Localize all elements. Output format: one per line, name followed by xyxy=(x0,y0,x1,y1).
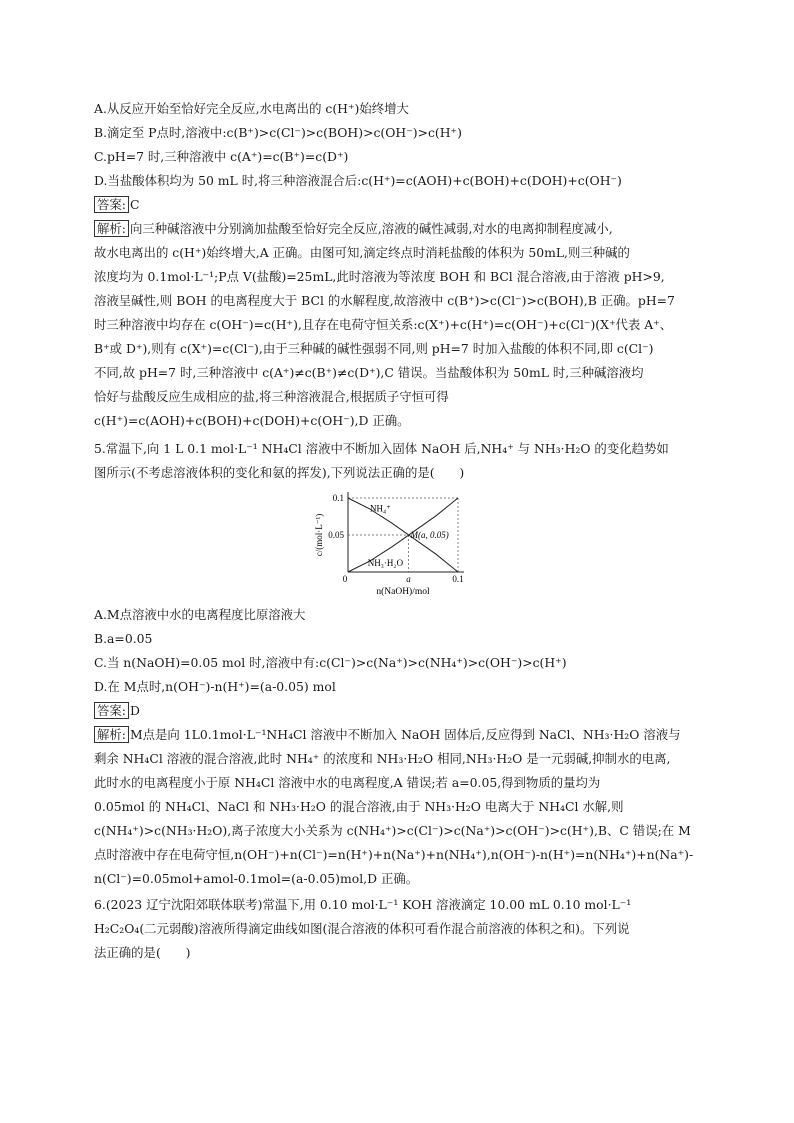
q5-analysis-line-3: 此时水的电离程度小于原 NH₄Cl 溶液中水的电离程度,A 错误;若 a=0.05,得到物质的量均为 xyxy=(94,775,601,790)
q5-analysis-line-4: 0.05mol 的 NH₄Cl、NaCl 和 NH₃·H₂O 的混合溶液,由于 NH₃·H₂O 电离大于 NH₄Cl 水解,则 xyxy=(94,799,624,814)
q4-option-d: D.当盐酸体积均为 50 mL 时,将三种溶液混合后:c(H⁺)=c(AOH)+c(BOH)+c(DOH)+c(OH⁻) xyxy=(94,173,622,188)
q4-analysis-line-4: 溶液呈碱性,则 BOH 的电离程度大于 BCl 的水解程度,故溶液中 c(B⁺)>c(Cl⁻)>c(BOH),B 正确。pH=7 xyxy=(94,293,675,308)
series-label-nh4: NH₄⁺ xyxy=(370,503,391,514)
q5-option-c: C.当 n(NaOH)=0.05 mol 时,溶液中有:c(Cl⁻)>c(Na⁺)>c(NH₄⁺)>c(OH⁻)>c(H⁺) xyxy=(94,655,567,670)
q4-analysis-line-1 xyxy=(94,220,613,238)
chart-svg xyxy=(312,488,492,596)
y-axis-label: c/(mol·L⁻¹) xyxy=(314,513,324,557)
q5-stem-line-1: 5.常温下,向 1 L 0.1 mol·L⁻¹ NH₄Cl 溶液中不断加入固体 NaOH 后,NH₄⁺ 与 NH₃·H₂O 的变化趋势如 xyxy=(94,441,669,456)
q5-answer-value: D xyxy=(129,703,140,718)
series-label-nh3: NH₃·H₂O xyxy=(367,558,404,569)
q5-analysis-text: M点是向 1L0.1mol·L⁻¹NH₄Cl 溶液中不断加入 NaOH 固体后,反应得到 NaCl、NH₃·H₂O 溶液与 xyxy=(129,727,681,742)
q4-analysis-text: 向三种碱溶液中分别滴加盐酸至恰好完全反应,溶液的碱性减弱,对水的电离抑制程度减小, xyxy=(129,221,613,236)
q4-analysis-line-8: 恰好与盐酸反应生成相应的盐,将三种溶液混合,根据质子守恒可得 xyxy=(94,389,449,404)
q4-option-c: C.pH=7 时,三种溶液中 c(A⁺)=c(B⁺)=c(D⁺) xyxy=(94,149,349,164)
q5-answer-label: 答案: xyxy=(94,702,129,719)
q4-answer-value: C xyxy=(129,197,140,212)
q4-analysis-line-5: 时三种溶液中均存在 c(OH⁻)=c(H⁺),且存在电荷守恒关系:c(X⁺)+c(H⁺)=c(OH⁻)+c(Cl⁻)(X⁺代表 A⁺、 xyxy=(94,317,673,332)
q5-stem-line-2: 图所示(不考虑溶液体积的变化和氨的挥发),下列说法正确的是( ) xyxy=(94,465,465,480)
q4-analysis-line-2: 故水电离出的 c(H⁺)始终增大,A 正确。由图可知,滴定终点时消耗盐酸的体积为 50mL,则三种碱的 xyxy=(94,245,630,260)
x-tick-label: 0 xyxy=(342,574,348,584)
q6-stem-line-2: H₂C₂O₄(二元弱酸)溶液所得滴定曲线如图(混合溶液的体积可看作混合前溶液的体积之和)。下列说 xyxy=(94,921,630,936)
q5-option-b: B.a=0.05 xyxy=(94,631,153,646)
annotation-m: M(a, 0.05) xyxy=(410,530,449,540)
q5-analysis-line-6: 点时溶液中存在电荷守恒,n(OH⁻)+n(Cl⁻)=n(H⁺)+n(Na⁺)+n(NH₄⁺),n(OH⁻)-n(H⁺)=n(NH₄⁺)+n(Na⁺)- xyxy=(94,847,694,862)
nh4-concentration-chart xyxy=(312,488,492,596)
q4-analysis-line-6: B⁺或 D⁺),则有 c(X⁺)=c(Cl⁻),由于三种碱的碱性强弱不同,则 pH=7 时加入盐酸的体积不同,即 c(Cl⁻) xyxy=(94,341,654,356)
q5-analysis-line-5: c(NH₄⁺)>c(NH₃·H₂O),离子浓度大小关系为 c(NH₄⁺)>c(Cl⁻)>c(Na⁺)>c(OH⁻)>c(H⁺),B、C 错误;在 M xyxy=(94,823,691,838)
q4-analysis-line-9: c(H⁺)=c(AOH)+c(BOH)+c(DOH)+c(OH⁻),D 正确。 xyxy=(94,413,410,428)
q6-stem-line-1: 6.(2023 辽宁沈阳郊联体联考)常温下,用 0.10 mol·L⁻¹ KOH 溶液滴定 10.00 mL 0.10 mol·L⁻¹ xyxy=(94,897,632,912)
x-tick-label: 0.1 xyxy=(452,574,464,584)
y-tick-label: 0.1 xyxy=(332,493,344,503)
q5-answer xyxy=(94,702,140,720)
x-axis-label: n(NaOH)/mol xyxy=(376,587,430,596)
q5-analysis-line-2: 剩余 NH₄Cl 溶液的混合溶液,此时 NH₄⁺ 的浓度和 NH₃·H₂O 相同,NH₃·H₂O 是一元弱碱,抑制水的电离, xyxy=(94,751,671,766)
q5-analysis-label: 解析: xyxy=(94,726,129,743)
q5-analysis-line-1 xyxy=(94,726,681,744)
q5-option-a: A.M点溶液中水的电离程度比原溶液大 xyxy=(94,607,306,622)
y-tick-label: 0.05 xyxy=(328,530,344,540)
q4-analysis-label: 解析: xyxy=(94,220,129,237)
q4-option-b: B.滴定至 P点时,溶液中:c(B⁺)>c(Cl⁻)>c(BOH)>c(OH⁻)>c(H⁺) xyxy=(94,125,462,140)
q4-answer xyxy=(94,196,139,214)
q4-analysis-line-7: 不同,故 pH=7 时,三种溶液中 c(A⁺)≠c(B⁺)≠c(D⁺),C 错误。当盐酸体积为 50mL 时,三种碱溶液均 xyxy=(94,365,644,380)
q5-analysis-line-7: n(Cl⁻)=0.05mol+amol-0.1mol=(a-0.05)mol,D 正确。 xyxy=(94,871,419,886)
x-tick-label: a xyxy=(406,574,411,584)
q6-stem-line-3: 法正确的是( ) xyxy=(94,945,191,960)
q5-option-d: D.在 M点时,n(OH⁻)-n(H⁺)=(a-0.05) mol xyxy=(94,679,336,694)
q4-analysis-line-3: 浓度均为 0.1mol·L⁻¹;P点 V(盐酸)=25mL,此时溶液为等浓度 BOH 和 BCl 混合溶液,由于溶液 pH>9, xyxy=(94,269,665,284)
q4-option-a: A.从反应开始至恰好完全反应,水电离出的 c(H⁺)始终增大 xyxy=(94,101,409,116)
q4-answer-label: 答案: xyxy=(94,196,129,213)
